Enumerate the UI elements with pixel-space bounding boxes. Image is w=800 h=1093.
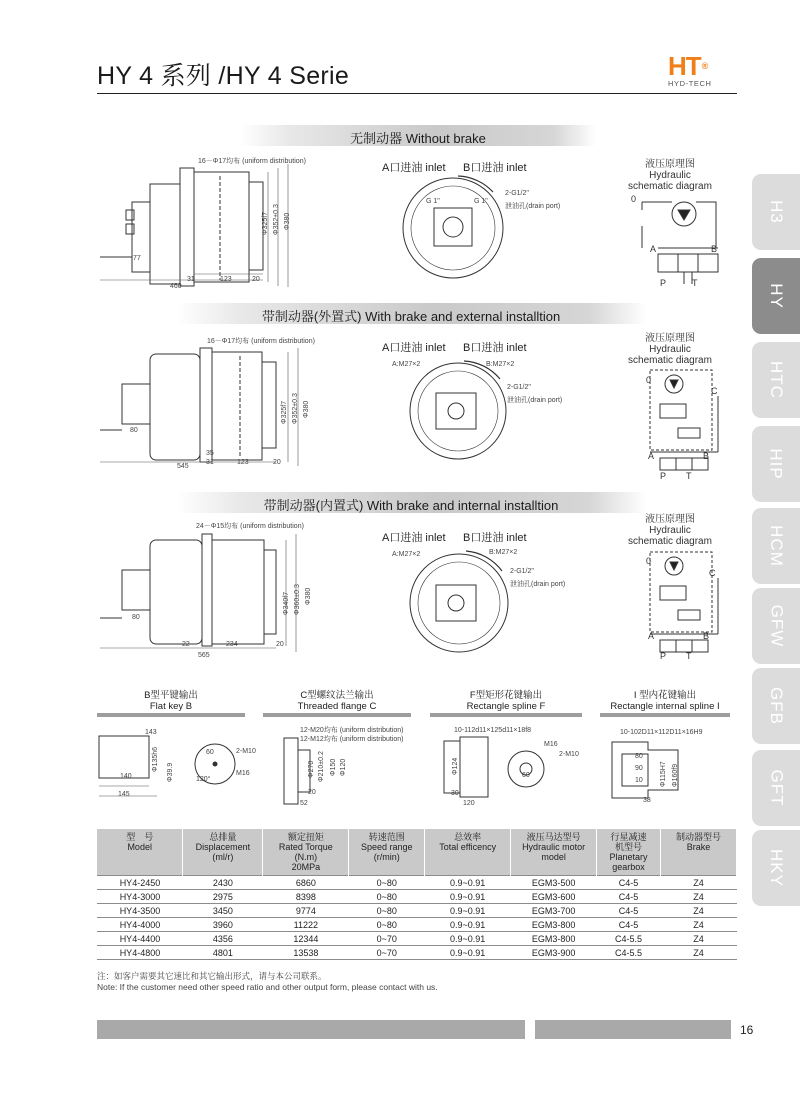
- section-title-3: 带制动器(内置式) With brake and internal installtion: [263, 498, 559, 513]
- inlet-b-label-1: B口进油 inlet: [463, 162, 527, 174]
- hydraulic-schematic-1: [628, 192, 728, 292]
- dim-h-3-c: 234: [226, 641, 238, 648]
- dim-h-3-e: 565: [198, 652, 210, 659]
- table-cell: C4-5.5: [597, 946, 661, 960]
- table-cell: EGM3-600: [511, 890, 597, 904]
- shaft-b-dim-dia: Φ135h6: [152, 746, 159, 772]
- schem-letter-1-p: P: [660, 278, 667, 288]
- shaft-i-dim-38: 38: [643, 797, 651, 804]
- port-label-1-b: G 1": [474, 198, 488, 205]
- inlet-b-label-2: B口进油 inlet: [463, 342, 527, 354]
- table-cell: Z4: [661, 876, 737, 890]
- schem-letter-3-0: 0: [646, 556, 652, 566]
- table-cell: 0~70: [349, 946, 425, 960]
- dim-v-2-c: Φ380: [303, 400, 310, 418]
- dim-h-3-b: 22: [182, 641, 190, 648]
- header-efficiency: 总效率 Total efficency: [425, 829, 511, 876]
- table-cell: HY4-4800: [97, 946, 183, 960]
- table-cell: 0.9~0.91: [425, 918, 511, 932]
- table-cell: EGM3-800: [511, 918, 597, 932]
- table-row: [97, 890, 737, 904]
- table-cell: 0~80: [349, 918, 425, 932]
- schem-letter-2-c: C: [711, 386, 718, 396]
- dim-h-3-d: 20: [276, 641, 284, 648]
- drain-port-note-3: 泄油孔(drain port): [510, 581, 566, 588]
- table-cell: 0.9~0.91: [425, 876, 511, 890]
- dim-h-2-f: 545: [177, 463, 189, 470]
- tab-gfb[interactable]: GFB: [752, 668, 800, 744]
- table-cell: C4-5.5: [597, 932, 661, 946]
- title-divider: [97, 93, 737, 94]
- schematic-title-2: 液压原理图 Hydraulic schematic diagram: [628, 333, 712, 366]
- port-label-2-a: A:M27×2: [392, 361, 421, 368]
- shaft-head-i-rule: [600, 713, 730, 717]
- dim-v-1-b: Φ352±0.3: [273, 204, 280, 235]
- table-cell: EGM3-700: [511, 904, 597, 918]
- tab-h3[interactable]: H3: [752, 174, 800, 250]
- table-row: [97, 932, 737, 946]
- dim-h-2-d: 123: [237, 459, 249, 466]
- schem-letter-1-b: B: [711, 244, 718, 254]
- table-cell: 3960: [183, 918, 263, 932]
- table-cell: 6860: [263, 876, 349, 890]
- shaft-b-dim-143: 143: [145, 729, 157, 736]
- table-cell: 4356: [183, 932, 263, 946]
- table-cell: 12344: [263, 932, 349, 946]
- shaft-f-spline-spec: 10-112d11×125d11×18f8: [454, 727, 532, 734]
- dim-h-2-b: 35: [206, 450, 214, 457]
- header-motor-model: 液压马达型号 Hydraulic motor model: [511, 829, 597, 876]
- motor-front-view-1: [398, 170, 508, 282]
- shaft-head-b-rule: [97, 713, 245, 717]
- schem-letter-3-b: B: [703, 631, 710, 641]
- dim-h-2-a: 80: [130, 427, 138, 434]
- shaft-f-thread-m16: M16: [544, 741, 558, 748]
- table-cell: 0~70: [349, 932, 425, 946]
- section-title-1: 无制动器 Without brake: [350, 131, 486, 146]
- table-cell: 0~80: [349, 876, 425, 890]
- shaft-f-dim-124: Φ124: [452, 757, 459, 775]
- tab-htc[interactable]: HTC: [752, 342, 800, 418]
- schem-letter-2-a: A: [648, 451, 655, 461]
- shaft-f-dim-120: 120: [463, 800, 475, 807]
- shaft-c-dim-270: Φ270: [308, 760, 315, 778]
- schematic-title-1: 液压原理图 Hydraulic schematic diagram: [628, 159, 712, 192]
- shaft-b-dim-399: Φ39.9: [167, 762, 174, 782]
- shaft-b-dim-60: 60: [206, 749, 214, 756]
- shaft-i-dim-80: 80: [635, 753, 643, 760]
- shaft-f-dim-60: 60: [522, 772, 530, 779]
- dim-v-3-b: Φ360±0.3: [294, 584, 301, 615]
- dim-v-2-b: Φ352±0.3: [292, 393, 299, 424]
- schem-letter-1-a: A: [650, 244, 657, 254]
- footer-bar-left: [97, 1020, 525, 1039]
- table-cell: 3450: [183, 904, 263, 918]
- note-cn: 注：如客户需要其它速比和其它输出形式，请与本公司联系。: [97, 971, 327, 981]
- inlet-a-label-3: A口进油 inlet: [382, 532, 446, 544]
- shaft-f-drawing: [440, 735, 580, 807]
- schem-letter-3-t: T: [686, 651, 692, 661]
- bolt-note-3: 24－Φ15均布 (uniform distribution): [196, 523, 304, 530]
- logo-mark: [668, 51, 738, 81]
- tab-hy[interactable]: HY: [752, 258, 800, 334]
- dim-v-3-a: Φ340f7: [283, 591, 290, 615]
- table-cell: C4-5: [597, 918, 661, 932]
- shaft-i-dim-115: Φ115H7: [660, 761, 667, 787]
- drain-port-count-2: 2-G1/2": [507, 384, 531, 391]
- inlet-a-label-1: A口进油 inlet: [382, 162, 446, 174]
- bolt-note-2: 16－Φ17均布 (uniform distribution): [207, 338, 315, 345]
- table-cell: 4801: [183, 946, 263, 960]
- schem-letter-2-0: 0: [646, 375, 652, 385]
- inlet-b-label-3: B口进油 inlet: [463, 532, 527, 544]
- shaft-head-c: C型螺纹法兰输出 Threaded flange C: [263, 690, 411, 712]
- shaft-head-f-rule: [430, 713, 582, 717]
- table-cell: 0~80: [349, 904, 425, 918]
- spec-table: [97, 829, 737, 960]
- note-en: Note: If the customer need other speed ratio and other output form, please contact with us.: [97, 982, 438, 992]
- dim-h-1-c: 123: [220, 276, 232, 283]
- schem-letter-1-0: 0: [631, 194, 637, 204]
- section-title-2: 带制动器(外置式) With brake and external installtion: [261, 309, 561, 324]
- table-cell: 0.9~0.91: [425, 904, 511, 918]
- schem-letter-3-p: P: [660, 651, 667, 661]
- shaft-f-thread-m10: 2-M10: [559, 751, 579, 758]
- port-label-1-a: G 1": [426, 198, 440, 205]
- footer-bar-right: [535, 1020, 731, 1039]
- bolt-note-1: 16－Φ17均布 (uniform distribution): [198, 158, 306, 165]
- schem-letter-1-t: T: [692, 278, 698, 288]
- page-number: 16: [740, 1023, 754, 1037]
- header-brake: 制动器型号 Brake: [661, 829, 737, 876]
- dim-h-1-e: 460: [170, 283, 182, 290]
- shaft-i-spline-spec: 10-102D11×112D11×16H9: [620, 729, 703, 736]
- schem-letter-2-p: P: [660, 471, 667, 481]
- shaft-b-thread-m16: M16: [236, 770, 250, 777]
- tab-hip[interactable]: HIP: [752, 426, 800, 502]
- header-speed-range: 转速范围 Speed range (r/min): [349, 829, 425, 876]
- table-cell: 11222: [263, 918, 349, 932]
- dim-h-1-d: 20: [252, 276, 260, 283]
- logo-registered-mark: ®: [701, 61, 708, 71]
- shaft-i-dim-90: 90: [635, 765, 643, 772]
- table-cell: Z4: [661, 904, 737, 918]
- logo-mark-text: HT: [668, 51, 701, 81]
- table-row: [97, 876, 737, 890]
- table-cell: EGM3-800: [511, 932, 597, 946]
- table-cell: 8398: [263, 890, 349, 904]
- dim-v-1-c: Φ380: [284, 212, 291, 230]
- dim-h-3-a: 80: [132, 614, 140, 621]
- table-cell: 13538: [263, 946, 349, 960]
- dim-h-2-c: 31: [206, 459, 214, 466]
- drain-port-note-2: 泄油孔(drain port): [507, 397, 563, 404]
- dim-h-1-a: 77: [133, 255, 141, 262]
- dim-v-2-a: Φ325f7: [281, 400, 288, 424]
- motor-side-view-2: [100, 342, 310, 467]
- shaft-c-dim-20: 20: [308, 789, 316, 796]
- table-cell: HY4-4000: [97, 918, 183, 932]
- shaft-b-dim-140: 140: [120, 773, 132, 780]
- table-cell: C4-5: [597, 890, 661, 904]
- tab-gfw[interactable]: GFW: [752, 588, 800, 664]
- table-cell: 0.9~0.91: [425, 890, 511, 904]
- dim-h-2-e: 20: [273, 459, 281, 466]
- table-cell: 0.9~0.91: [425, 946, 511, 960]
- shaft-head-f: F型矩形花键输出 Rectangle spline F: [430, 690, 582, 712]
- logo-subtitle: HYD-TECH: [668, 79, 712, 88]
- port-label-3-b: B:M27×2: [489, 549, 518, 556]
- tab-gft[interactable]: GFT: [752, 750, 800, 826]
- shaft-b-thread-m10: 2-M10: [236, 748, 256, 755]
- table-cell: 2430: [183, 876, 263, 890]
- header-rated-torque: 额定扭矩 Rated Torque (N.m) 20MPa: [263, 829, 349, 876]
- port-label-3-a: A:M27×2: [392, 551, 421, 558]
- schem-letter-3-c: C: [709, 568, 716, 578]
- header-model: 型 号 Model: [97, 829, 183, 876]
- page-title: HY 4 系列 /HY 4 Serie: [97, 62, 350, 90]
- table-cell: Z4: [661, 918, 737, 932]
- spec-table-header: [97, 829, 737, 876]
- shaft-c-bolt-note-2: 12-M12均布 (uniform distribution): [300, 736, 404, 743]
- inlet-a-label-2: A口进油 inlet: [382, 342, 446, 354]
- schem-letter-2-t: T: [686, 471, 692, 481]
- drain-port-count-3: 2-G1/2": [510, 568, 534, 575]
- schem-letter-2-b: B: [703, 451, 710, 461]
- shaft-c-dim-120: Φ120: [340, 758, 347, 776]
- shaft-head-c-rule: [263, 713, 411, 717]
- table-cell: Z4: [661, 946, 737, 960]
- port-label-2-b: B:M27×2: [486, 361, 515, 368]
- table-cell: EGM3-900: [511, 946, 597, 960]
- motor-front-view-2: [404, 355, 515, 463]
- table-row: [97, 946, 737, 960]
- table-cell: HY4-3500: [97, 904, 183, 918]
- shaft-c-dim-150: Φ150: [330, 758, 337, 776]
- header-gearbox: 行星减速 机型号 Planetary gearbox: [597, 829, 661, 876]
- shaft-c-dim-52: 52: [300, 800, 308, 807]
- tab-hcm[interactable]: HCM: [752, 508, 800, 584]
- header-displacement: 总排量 Displacement (ml/r): [183, 829, 263, 876]
- hydraulic-schematic-2: [630, 366, 730, 482]
- shaft-b-angle: 120°: [196, 776, 211, 783]
- shaft-f-dim-30: 30: [451, 790, 459, 797]
- table-cell: 9774: [263, 904, 349, 918]
- shaft-c-bolt-note-1: 12-M20均布 (uniform distribution): [300, 727, 404, 734]
- motor-front-view-3: [404, 545, 514, 655]
- dim-h-1-b: 31: [187, 276, 195, 283]
- shaft-i-dim-160: Φ160f9: [672, 763, 679, 787]
- tab-hky[interactable]: HKY: [752, 830, 800, 906]
- schem-letter-3-a: A: [648, 631, 655, 641]
- drain-port-count-1: 2-G1/2": [505, 190, 529, 197]
- table-cell: 0~80: [349, 890, 425, 904]
- table-row: [97, 918, 737, 932]
- shaft-i-dim-10: 10: [635, 777, 643, 784]
- motor-side-view-1: [100, 162, 300, 287]
- shaft-head-i: I 型内花键输出 Rectangle internal spline I: [600, 690, 730, 712]
- table-cell: HY4-4400: [97, 932, 183, 946]
- schematic-title-3: 液压原理图 Hydraulic schematic diagram: [628, 514, 712, 547]
- table-cell: Z4: [661, 932, 737, 946]
- table-cell: 0.9~0.91: [425, 932, 511, 946]
- hydraulic-schematic-3: [630, 548, 730, 664]
- company-logo: [668, 51, 738, 88]
- table-row: [97, 904, 737, 918]
- dim-v-3-c: Φ380: [305, 587, 312, 605]
- shaft-head-b: B型平键输出 Flat key B: [97, 690, 245, 712]
- table-cell: 2975: [183, 890, 263, 904]
- shaft-c-dim-210: Φ210±0.2: [318, 751, 325, 782]
- table-cell: HY4-2450: [97, 876, 183, 890]
- shaft-b-dim-145: 145: [118, 791, 130, 798]
- table-cell: C4-5: [597, 904, 661, 918]
- table-cell: Z4: [661, 890, 737, 904]
- dim-v-1-a: Φ325f7: [262, 211, 269, 235]
- drain-port-note-1: 泄油孔(drain port): [505, 203, 561, 210]
- motor-side-view-3: [100, 528, 310, 653]
- table-cell: EGM3-500: [511, 876, 597, 890]
- table-cell: HY4-3000: [97, 890, 183, 904]
- table-cell: C4-5: [597, 876, 661, 890]
